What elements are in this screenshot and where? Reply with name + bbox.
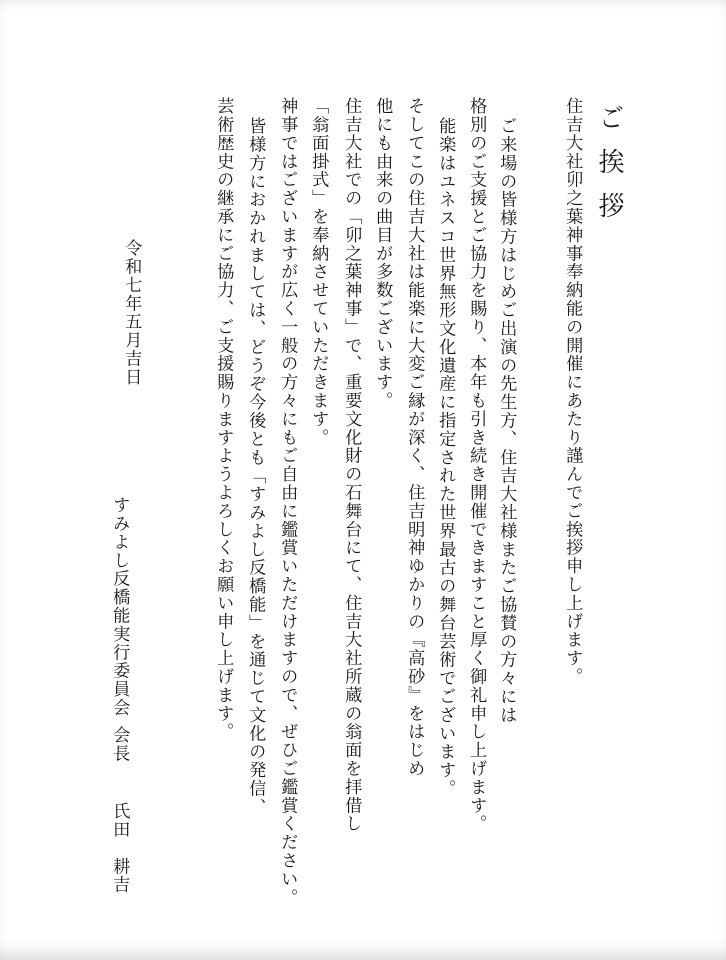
letter-heading: ご挨拶 bbox=[594, 104, 624, 236]
body-line-6: 住吉大社での「卯之葉神事」で、重要文化財の石舞台にて、住吉大社所蔵の翁面を拝借し bbox=[341, 97, 362, 833]
body-line-3: 能楽はユネスコ世界無形文化遺産に指定された世界最古の舞台芸術でございます。 bbox=[435, 117, 456, 798]
body-line-1: ご来場の皆様方はじめご出演の先生方、住吉大社様またご協賛の方々には bbox=[496, 117, 517, 725]
letter-date: 令和七年五月吉日 bbox=[121, 239, 142, 387]
signature-organization: すみよし反橋能実行委員会 bbox=[109, 496, 130, 717]
body-line-5: 他にも由来の曲目が多数ございます。 bbox=[372, 97, 393, 410]
body-line-8: 神事ではございますが広く一般の方々にもご自由に鑑賞いただけますので、ぜひご鑑賞ください。 bbox=[277, 97, 298, 907]
signature-name: 氏田 耕吉 bbox=[109, 802, 130, 894]
body-line-10: 芸術歴史の継承にご協力、ご支援賜りますようよろしくお願い申し上げます。 bbox=[213, 97, 234, 741]
body-line-2: 格別のご支援とご協力を賜り、本年も引き続き開催できますこと厚く御礼申し上げます。 bbox=[466, 97, 487, 833]
body-line-9: 皆様方におかれましては、どうぞ今後とも「すみよし反橋能」を通じて文化の発信、 bbox=[245, 117, 266, 817]
signature-role: 会長 bbox=[109, 726, 130, 763]
body-line-7: 「翁面掛式」を奉納させていただきます。 bbox=[308, 97, 329, 447]
letter-title: 住吉大社卯之葉神事奉納能の開催にあたり謹んでご挨拶申し上げます。 bbox=[562, 97, 583, 686]
body-line-4: そしてこの住吉大社は能楽に大変ご縁が深く、住吉明神ゆかりの『高砂』をはじめ bbox=[404, 97, 425, 778]
